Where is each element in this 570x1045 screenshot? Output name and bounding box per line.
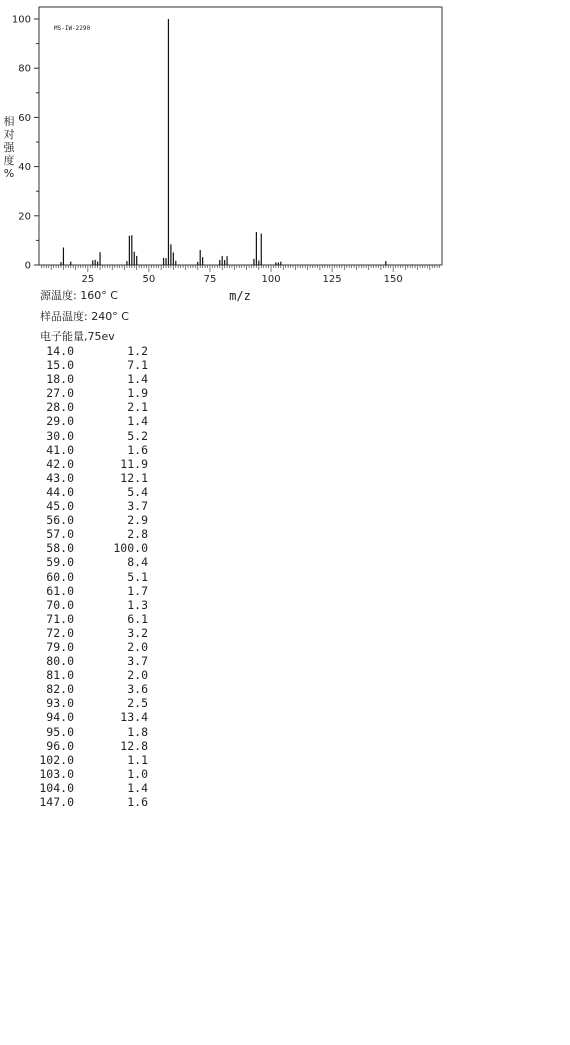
peak-row	[36, 725, 148, 739]
peak-row	[36, 739, 148, 753]
x-tick-label: 75	[203, 274, 217, 285]
x-axis	[41, 265, 439, 285]
peak-intensity: 2.8	[127, 527, 148, 542]
peak-row	[36, 513, 148, 527]
peak-row	[36, 485, 148, 499]
peak-row	[36, 696, 148, 710]
y-axis	[12, 15, 39, 272]
peak-intensity: 1.1	[127, 752, 148, 767]
peak-mz: 56.0	[46, 513, 74, 528]
x-axis-label: m/z	[229, 289, 251, 303]
peak-mz: 104.0	[39, 780, 74, 795]
peak-row	[36, 527, 148, 541]
peak-row	[36, 584, 148, 598]
peak-row	[36, 598, 148, 612]
peak-mz: 27.0	[46, 386, 74, 401]
peak-row	[36, 795, 148, 809]
peak-mz: 93.0	[46, 696, 74, 711]
y-tick-label: 60	[18, 112, 31, 124]
peak-intensity: 12.8	[120, 738, 148, 753]
peak-intensity: 11.9	[120, 456, 148, 471]
peak-row	[36, 429, 148, 443]
peak-row	[36, 471, 148, 485]
peak-intensity: 3.7	[127, 499, 148, 514]
peak-row	[36, 668, 148, 682]
mass-spectrum-chart	[0, 0, 570, 310]
peak-mz: 60.0	[46, 569, 74, 584]
peak-row	[36, 570, 148, 584]
spectrum-bars	[61, 19, 386, 265]
peak-row	[36, 386, 148, 400]
peak-mz: 29.0	[46, 414, 74, 429]
peak-mz: 94.0	[46, 710, 74, 725]
plot-frame	[39, 7, 442, 265]
y-axis-label: 相对强度%	[3, 115, 15, 180]
peak-mz: 72.0	[46, 625, 74, 640]
peak-mz: 95.0	[46, 724, 74, 739]
peak-row	[36, 443, 148, 457]
peak-row	[36, 654, 148, 668]
peak-mz: 61.0	[46, 583, 74, 598]
x-tick-label: 150	[383, 274, 403, 285]
x-tick-label: 25	[81, 274, 95, 285]
peak-intensity: 2.5	[127, 696, 148, 711]
peak-intensity: 2.9	[127, 513, 148, 528]
y-tick-label: 20	[18, 211, 31, 223]
peak-mz: 96.0	[46, 738, 74, 753]
peak-row	[36, 626, 148, 640]
peak-intensity: 1.0	[127, 766, 148, 781]
peak-mz: 18.0	[46, 372, 74, 387]
peak-row	[36, 358, 148, 372]
peak-row	[36, 344, 148, 358]
peak-mz: 82.0	[46, 682, 74, 697]
y-tick-label: 40	[18, 162, 31, 174]
peak-intensity: 2.0	[127, 668, 148, 683]
peak-intensity: 1.6	[127, 442, 148, 457]
peak-intensity: 1.3	[127, 597, 148, 612]
peak-mz: 43.0	[46, 470, 74, 485]
peak-mz: 80.0	[46, 654, 74, 669]
peak-row	[36, 612, 148, 626]
sample-temperature: 样品温度: 240° C	[40, 310, 129, 323]
peak-intensity: 2.1	[127, 400, 148, 415]
peak-mz: 44.0	[46, 484, 74, 499]
peak-intensity: 100.0	[113, 541, 148, 556]
peak-intensity: 2.0	[127, 639, 148, 654]
peak-mz: 70.0	[46, 597, 74, 612]
peak-intensity: 1.4	[127, 780, 148, 795]
peak-intensity: 5.2	[127, 428, 148, 443]
peak-intensity: 1.8	[127, 724, 148, 739]
peak-row	[36, 499, 148, 513]
peak-row	[36, 753, 148, 767]
peak-intensity: 1.9	[127, 386, 148, 401]
peak-row	[36, 400, 148, 414]
peak-intensity: 3.2	[127, 625, 148, 640]
source-temperature: 源温度: 160° C	[40, 289, 118, 302]
peak-mz: 57.0	[46, 527, 74, 542]
y-tick-label: 80	[18, 63, 31, 75]
peak-mz: 58.0	[46, 541, 74, 556]
peak-mz: 15.0	[46, 358, 74, 373]
peak-mz: 71.0	[46, 611, 74, 626]
peak-intensity: 6.1	[127, 611, 148, 626]
peak-row	[36, 682, 148, 696]
peak-intensity: 13.4	[120, 710, 148, 725]
peak-intensity: 3.7	[127, 654, 148, 669]
peak-intensity: 1.2	[127, 344, 148, 358]
peak-mz: 59.0	[46, 555, 74, 570]
peak-mz: 45.0	[46, 499, 74, 514]
peak-mz: 42.0	[46, 456, 74, 471]
peak-mz: 147.0	[39, 795, 74, 809]
peak-row	[36, 414, 148, 428]
peak-row	[36, 457, 148, 471]
peak-mz: 41.0	[46, 442, 74, 457]
peak-row	[36, 555, 148, 569]
spectrum-tag: MS-IW-2290	[54, 25, 91, 32]
peak-mz: 30.0	[46, 428, 74, 443]
peak-intensity: 1.7	[127, 583, 148, 598]
peak-intensity: 3.6	[127, 682, 148, 697]
peak-intensity: 12.1	[120, 470, 148, 485]
peak-intensity: 1.4	[127, 414, 148, 429]
peak-intensity: 1.4	[127, 372, 148, 387]
peak-intensity: 5.4	[127, 484, 148, 499]
peak-mz: 81.0	[46, 668, 74, 683]
peak-row	[36, 372, 148, 386]
peak-intensity: 1.6	[127, 795, 148, 809]
peak-intensity: 8.4	[127, 555, 148, 570]
peak-row	[36, 640, 148, 654]
peak-mz: 28.0	[46, 400, 74, 415]
peak-row	[36, 710, 148, 724]
peak-mz: 102.0	[39, 752, 74, 767]
peak-table	[36, 344, 148, 809]
x-tick-label: 50	[142, 274, 156, 285]
y-tick-label: 0	[24, 260, 31, 272]
peak-row	[36, 541, 148, 555]
peak-mz: 79.0	[46, 639, 74, 654]
x-tick-label: 125	[322, 274, 342, 285]
peak-intensity: 7.1	[127, 358, 148, 373]
electron-energy: 电子能量,75ev	[40, 330, 115, 343]
peak-mz: 14.0	[46, 344, 74, 358]
peak-intensity: 5.1	[127, 569, 148, 584]
peak-row	[36, 767, 148, 781]
peak-row	[36, 781, 148, 795]
y-tick-label: 100	[11, 14, 31, 26]
peak-mz: 103.0	[39, 766, 74, 781]
x-tick-label: 100	[261, 274, 281, 285]
